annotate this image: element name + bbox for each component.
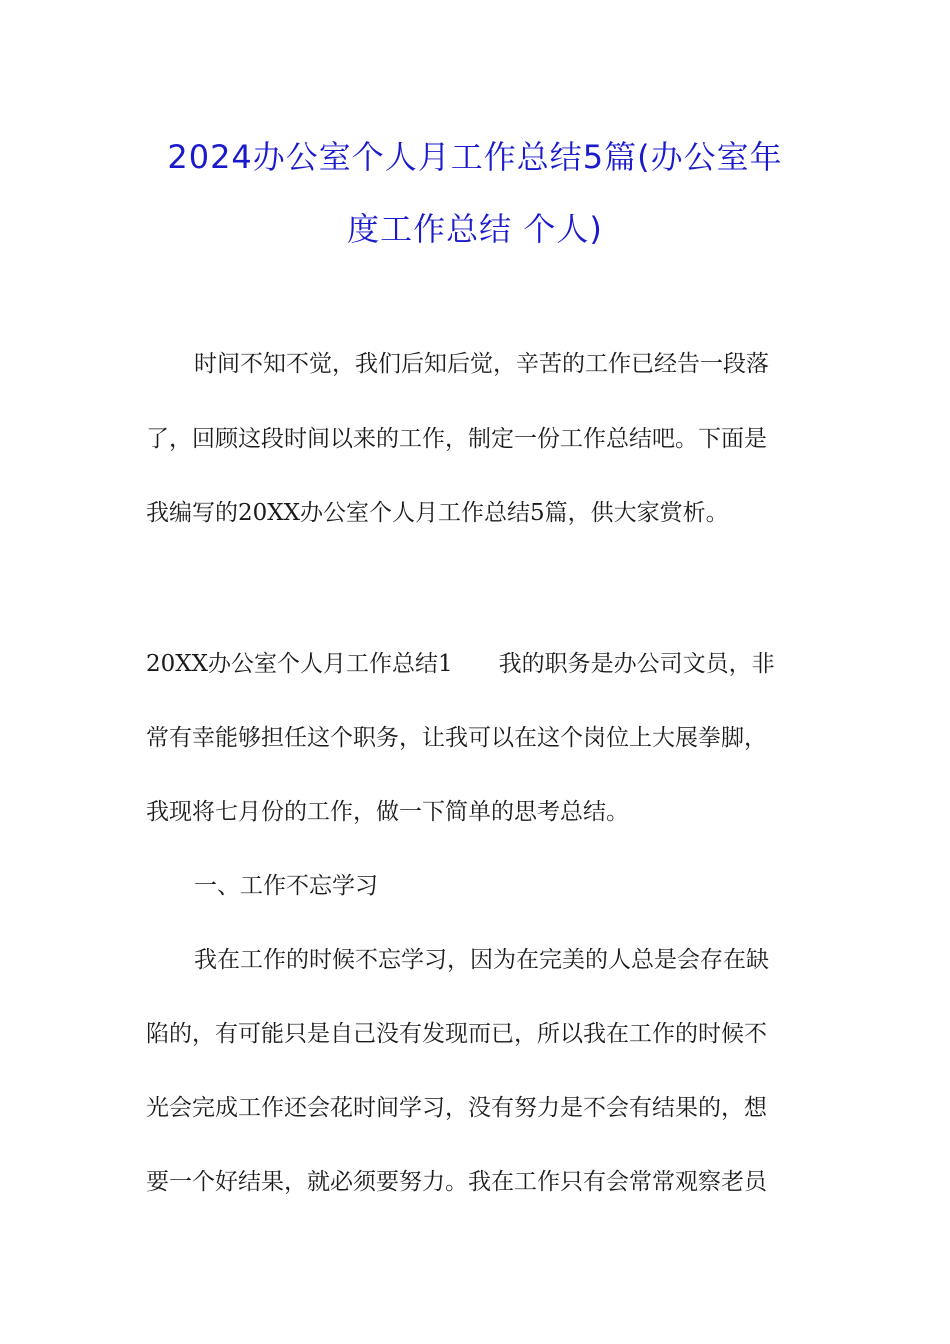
section-1-heading: 20XX办公室个人月工作总结1: [146, 651, 453, 677]
intro-line-1: 时间不知不觉，我们后知后觉，辛苦的工作已经告一段落: [194, 351, 769, 377]
section-1-first-line-text: 我的职务是办公司文员，非: [498, 651, 775, 677]
intro-line-3: 我编写的20XX办公室个人月工作总结5篇，供大家赏析。: [146, 500, 729, 526]
body-line-1: 我在工作的时候不忘学习，因为在完美的人总是会存在缺: [194, 947, 769, 973]
section-1-line-2: 常有幸能够担任这个职务，让我可以在这个岗位上大展拳脚，: [146, 725, 767, 751]
section-1-first-line: [146, 645, 806, 678]
subheading-1: 一、工作不忘学习: [194, 873, 378, 899]
intro-line-2: 了，回顾这段时间以来的工作，制定一份工作总结吧。下面是: [146, 426, 767, 452]
document-title-line-1: 2024办公室个人月工作总结5篇(办公室年: [167, 138, 783, 176]
body-line-3: 光会完成工作还会花时间学习，没有努力是不会有结果的，想: [146, 1095, 767, 1121]
section-1-line-3: 我现将七月份的工作，做一下简单的思考总结。: [146, 799, 629, 825]
body-line-4: 要一个好结果，就必须要努力。我在工作只有会常常观察老员: [146, 1169, 767, 1195]
body-line-2: 陷的，有可能只是自己没有发现而已，所以我在工作的时候不: [146, 1021, 767, 1047]
document-title-line-2: 度工作总结 个人): [347, 210, 603, 248]
